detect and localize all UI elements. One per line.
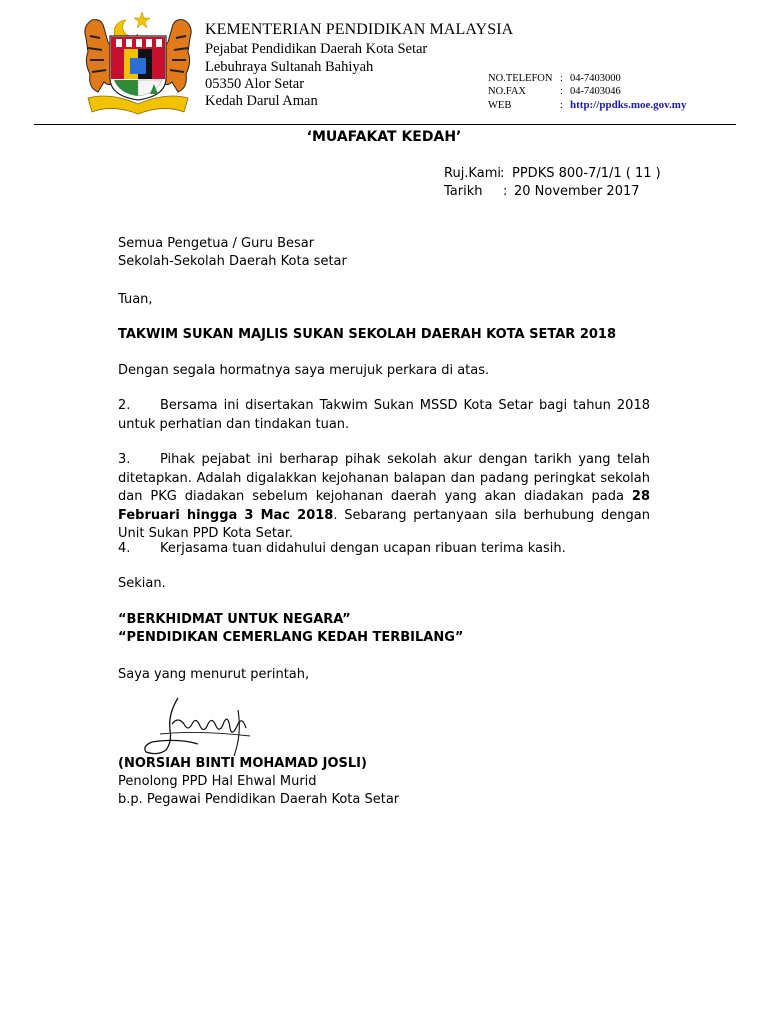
letter-date: 20 November 2017 [514,184,640,199]
malaysia-coat-of-arms-logo [80,8,196,118]
signatory-office: b.p. Pegawai Pendidikan Daerah Kota Setar [118,792,400,807]
reference-number: PPDKS 800-7/1/1 ( 11 ) [512,166,661,181]
reference-colon: : [500,166,505,181]
signatory-position: Penolong PPD Hal Ehwal Murid [118,774,317,789]
salutation: Tuan, [118,292,153,307]
recipient-line-2: Sekolah-Sekolah Daerah Kota setar [118,254,347,269]
postcode-city: 05350 Alor Setar [205,76,305,92]
recipient-line-1: Semua Pengetua / Guru Besar [118,236,315,251]
paragraph-3-text-b: . Sebarang pertanyaan sila berhubung dengan Unit Sukan PPD Kota Setar. [118,507,650,541]
phone-value: 04-7403000 [570,73,621,84]
paragraph-3-text-a: Pihak pejabat ini berharap pihak sekolah akur dengan tarikh yang telah ditetapkan. Adalah digalakkan kejohanan balapan dan padang peringkat sekolah dan PKG diadakan sebelum kejohanan daerah yang akan diadakan pada [118,452,650,504]
ministry-name: KEMENTERIAN PENDIDIKAN MALAYSIA [205,21,514,38]
motto-2: “PENDIDIKAN CEMERLANG KEDAH TERBILANG” [118,630,464,645]
paragraph-2-number: 2. [118,398,131,413]
paragraph-4-text: Kerjasama tuan didahului dengan ucapan ribuan terima kasih. [160,541,566,556]
street-address: Lebuhraya Sultanah Bahiyah [205,59,374,75]
letter-subject: TAKWIM SUKAN MAJLIS SUKAN SEKOLAH DAERAH KOTA SETAR 2018 [118,327,617,342]
paragraph-4-number: 4. [118,541,131,556]
paragraph-3 [118,451,650,544]
web-label: WEB [488,100,512,111]
closing: Sekian. [118,576,166,591]
motto-1: “BERKHIDMAT UNTUK NEGARA” [118,612,351,627]
paragraph-3-event-date: 28 Februari hingga 3 Mac 2018 [118,489,650,523]
date-label: Tarikh [444,184,483,199]
date-colon: : [503,184,508,199]
fax-value: 04-7403046 [570,86,621,97]
paragraph-2 [118,397,650,434]
paragraph-3-number: 3. [118,452,131,467]
phone-label: NO.TELEFON [488,73,553,84]
website-link[interactable]: http://ppdks.moe.gov.my [570,99,687,111]
paragraph-4 [118,540,650,559]
fax-colon: : [560,86,563,97]
paragraph-2-text: Bersama ini disertakan Takwim Sukan MSSD Kota Setar bagi tahun 2018 untuk perhatian dan tindakan tuan. [118,398,650,432]
phone-colon: : [560,73,563,84]
state: Kedah Darul Aman [205,93,318,109]
signatory-name: (NORSIAH BINTI MOHAMAD JOSLI) [118,756,367,771]
sign-off: Saya yang menurut perintah, [118,667,310,682]
reference-label: Ruj.Kami [444,166,501,181]
letter-title: ‘MUAFAKAT KEDAH’ [306,129,462,145]
header-divider [34,124,736,125]
web-colon: : [560,100,563,111]
handwritten-signature [138,694,258,762]
opening-paragraph: Dengan segala hormatnya saya merujuk perkara di atas. [118,363,490,378]
fax-label: NO.FAX [488,86,527,97]
office-name: Pejabat Pendidikan Daerah Kota Setar [205,41,428,57]
